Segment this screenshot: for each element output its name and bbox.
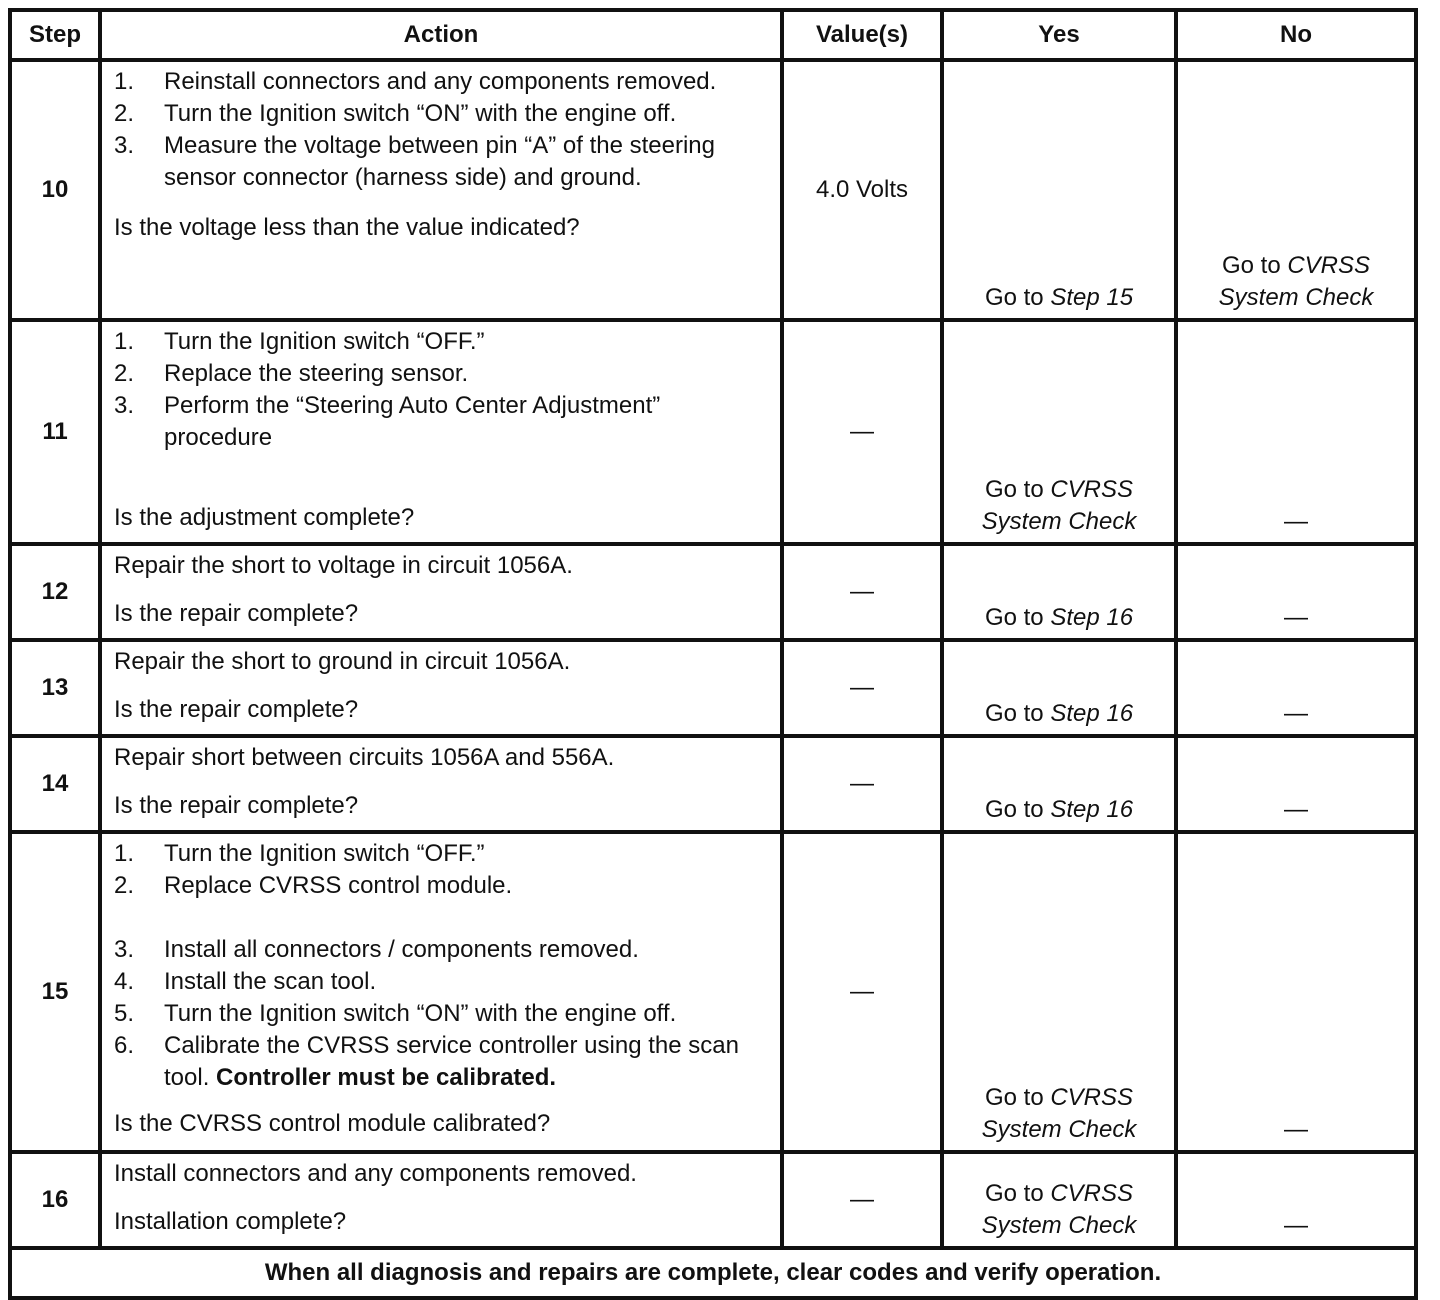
footer-note: When all diagnosis and repairs are complete, clear codes and verify operation. <box>10 1248 1416 1298</box>
system-check-link-2[interactable]: System Check <box>1218 284 1374 311</box>
system-check-link-2[interactable]: System Check <box>981 1116 1137 1143</box>
action-cell <box>100 320 782 544</box>
diagnostic-table <box>8 8 1418 1300</box>
table-row <box>10 832 1416 1152</box>
action-steps <box>114 66 772 194</box>
no-cell: — <box>1176 544 1416 640</box>
question-text: Is the repair complete? <box>114 696 359 723</box>
list-item: 1. Turn the Ignition switch “OFF.” <box>114 328 485 355</box>
step-number: 14 <box>10 736 100 832</box>
no-cell: Go to CVRSS System Check <box>1176 60 1416 320</box>
list-item: 2. Replace the steering sensor. <box>114 360 469 387</box>
step-link[interactable]: Step 16 <box>1050 604 1134 631</box>
list-item: 3. Install all connectors / components removed. <box>114 936 639 963</box>
header-action: Action <box>100 10 782 60</box>
step-number: 13 <box>10 640 100 736</box>
yes-cell: Go to Step 16 <box>942 544 1176 640</box>
yes-cell: Go to CVRSS System Check <box>942 832 1176 1152</box>
value-cell: — <box>782 1152 942 1248</box>
list-item: 6. Calibrate the CVRSS service controller using the scan tool. Controller must be calibrated. <box>114 1032 739 1091</box>
yes-cell: Go to CVRSS System Check <box>942 320 1176 544</box>
action-text: Repair the short to voltage in circuit 1056A. <box>114 552 573 579</box>
action-text: Repair the short to ground in circuit 1056A. <box>114 648 571 675</box>
step-link[interactable]: Step 16 <box>1050 700 1134 727</box>
system-check-link[interactable]: CVRSS <box>1050 476 1134 503</box>
table-row <box>10 60 1416 320</box>
action-cell <box>100 60 782 320</box>
action-cell <box>100 544 782 640</box>
table-row <box>10 544 1416 640</box>
action-steps <box>114 838 772 902</box>
system-check-link-2[interactable]: System Check <box>981 508 1137 535</box>
action-steps <box>114 326 772 454</box>
system-check-link-2[interactable]: System Check <box>981 1212 1137 1239</box>
footer-row <box>10 1248 1416 1298</box>
list-item: 2. Replace CVRSS control module. <box>114 872 513 899</box>
question-text: Is the voltage less than the value indicated? <box>114 214 580 241</box>
system-check-link[interactable]: CVRSS <box>1050 1084 1134 1111</box>
question-text: Installation complete? <box>114 1208 347 1235</box>
table-row <box>10 736 1416 832</box>
action-cell <box>100 640 782 736</box>
header-values: Value(s) <box>782 10 942 60</box>
table-row <box>10 1152 1416 1248</box>
header-no: No <box>1176 10 1416 60</box>
action-steps <box>114 934 772 1094</box>
value-cell: — <box>782 544 942 640</box>
no-cell: — <box>1176 320 1416 544</box>
yes-cell: Go to Step 15 <box>942 60 1176 320</box>
header-row <box>10 10 1416 60</box>
step-number: 15 <box>10 832 100 1152</box>
header-yes: Yes <box>942 10 1176 60</box>
list-item: 3. Measure the voltage between pin “A” of the steering sensor connector (harness side) and ground. <box>114 132 715 191</box>
list-item: 3. Perform the “Steering Auto Center Adjustment” procedure <box>114 392 661 451</box>
no-cell: — <box>1176 1152 1416 1248</box>
system-check-link[interactable]: CVRSS <box>1050 1180 1134 1207</box>
yes-cell: Go to Step 16 <box>942 640 1176 736</box>
header-step: Step <box>10 10 100 60</box>
step-link[interactable]: Step 15 <box>1050 284 1134 311</box>
value-cell: — <box>782 320 942 544</box>
table-row <box>10 320 1416 544</box>
step-link[interactable]: Step 16 <box>1050 796 1134 823</box>
action-cell <box>100 736 782 832</box>
question-text: Is the CVRSS control module calibrated? <box>114 1110 551 1137</box>
list-item: 2. Turn the Ignition switch “ON” with the engine off. <box>114 100 677 127</box>
value-cell: — <box>782 832 942 1152</box>
list-item: 1. Turn the Ignition switch “OFF.” <box>114 840 485 867</box>
list-item: 5. Turn the Ignition switch “ON” with the engine off. <box>114 1000 677 1027</box>
list-item: 1. Reinstall connectors and any components removed. <box>114 68 717 95</box>
question-text: Is the adjustment complete? <box>114 504 415 531</box>
step-number: 10 <box>10 60 100 320</box>
step-number: 12 <box>10 544 100 640</box>
table-row <box>10 640 1416 736</box>
no-cell: — <box>1176 640 1416 736</box>
value-cell: — <box>782 736 942 832</box>
step-number: 11 <box>10 320 100 544</box>
question-text: Is the repair complete? <box>114 600 359 627</box>
action-text: Install connectors and any components removed. <box>114 1160 637 1187</box>
value-cell: — <box>782 640 942 736</box>
step-number: 16 <box>10 1152 100 1248</box>
yes-cell: Go to Step 16 <box>942 736 1176 832</box>
no-cell: — <box>1176 736 1416 832</box>
yes-cell: Go to CVRSS System Check <box>942 1152 1176 1248</box>
action-cell <box>100 1152 782 1248</box>
system-check-link[interactable]: CVRSS <box>1287 252 1371 279</box>
action-cell <box>100 832 782 1152</box>
calibration-warning: Controller must be calibrated. <box>216 1064 557 1091</box>
list-item: 4. Install the scan tool. <box>114 968 377 995</box>
value-cell: 4.0 Volts <box>782 60 942 320</box>
no-cell: — <box>1176 832 1416 1152</box>
question-text: Is the repair complete? <box>114 792 359 819</box>
action-text: Repair short between circuits 1056A and 556A. <box>114 744 615 771</box>
